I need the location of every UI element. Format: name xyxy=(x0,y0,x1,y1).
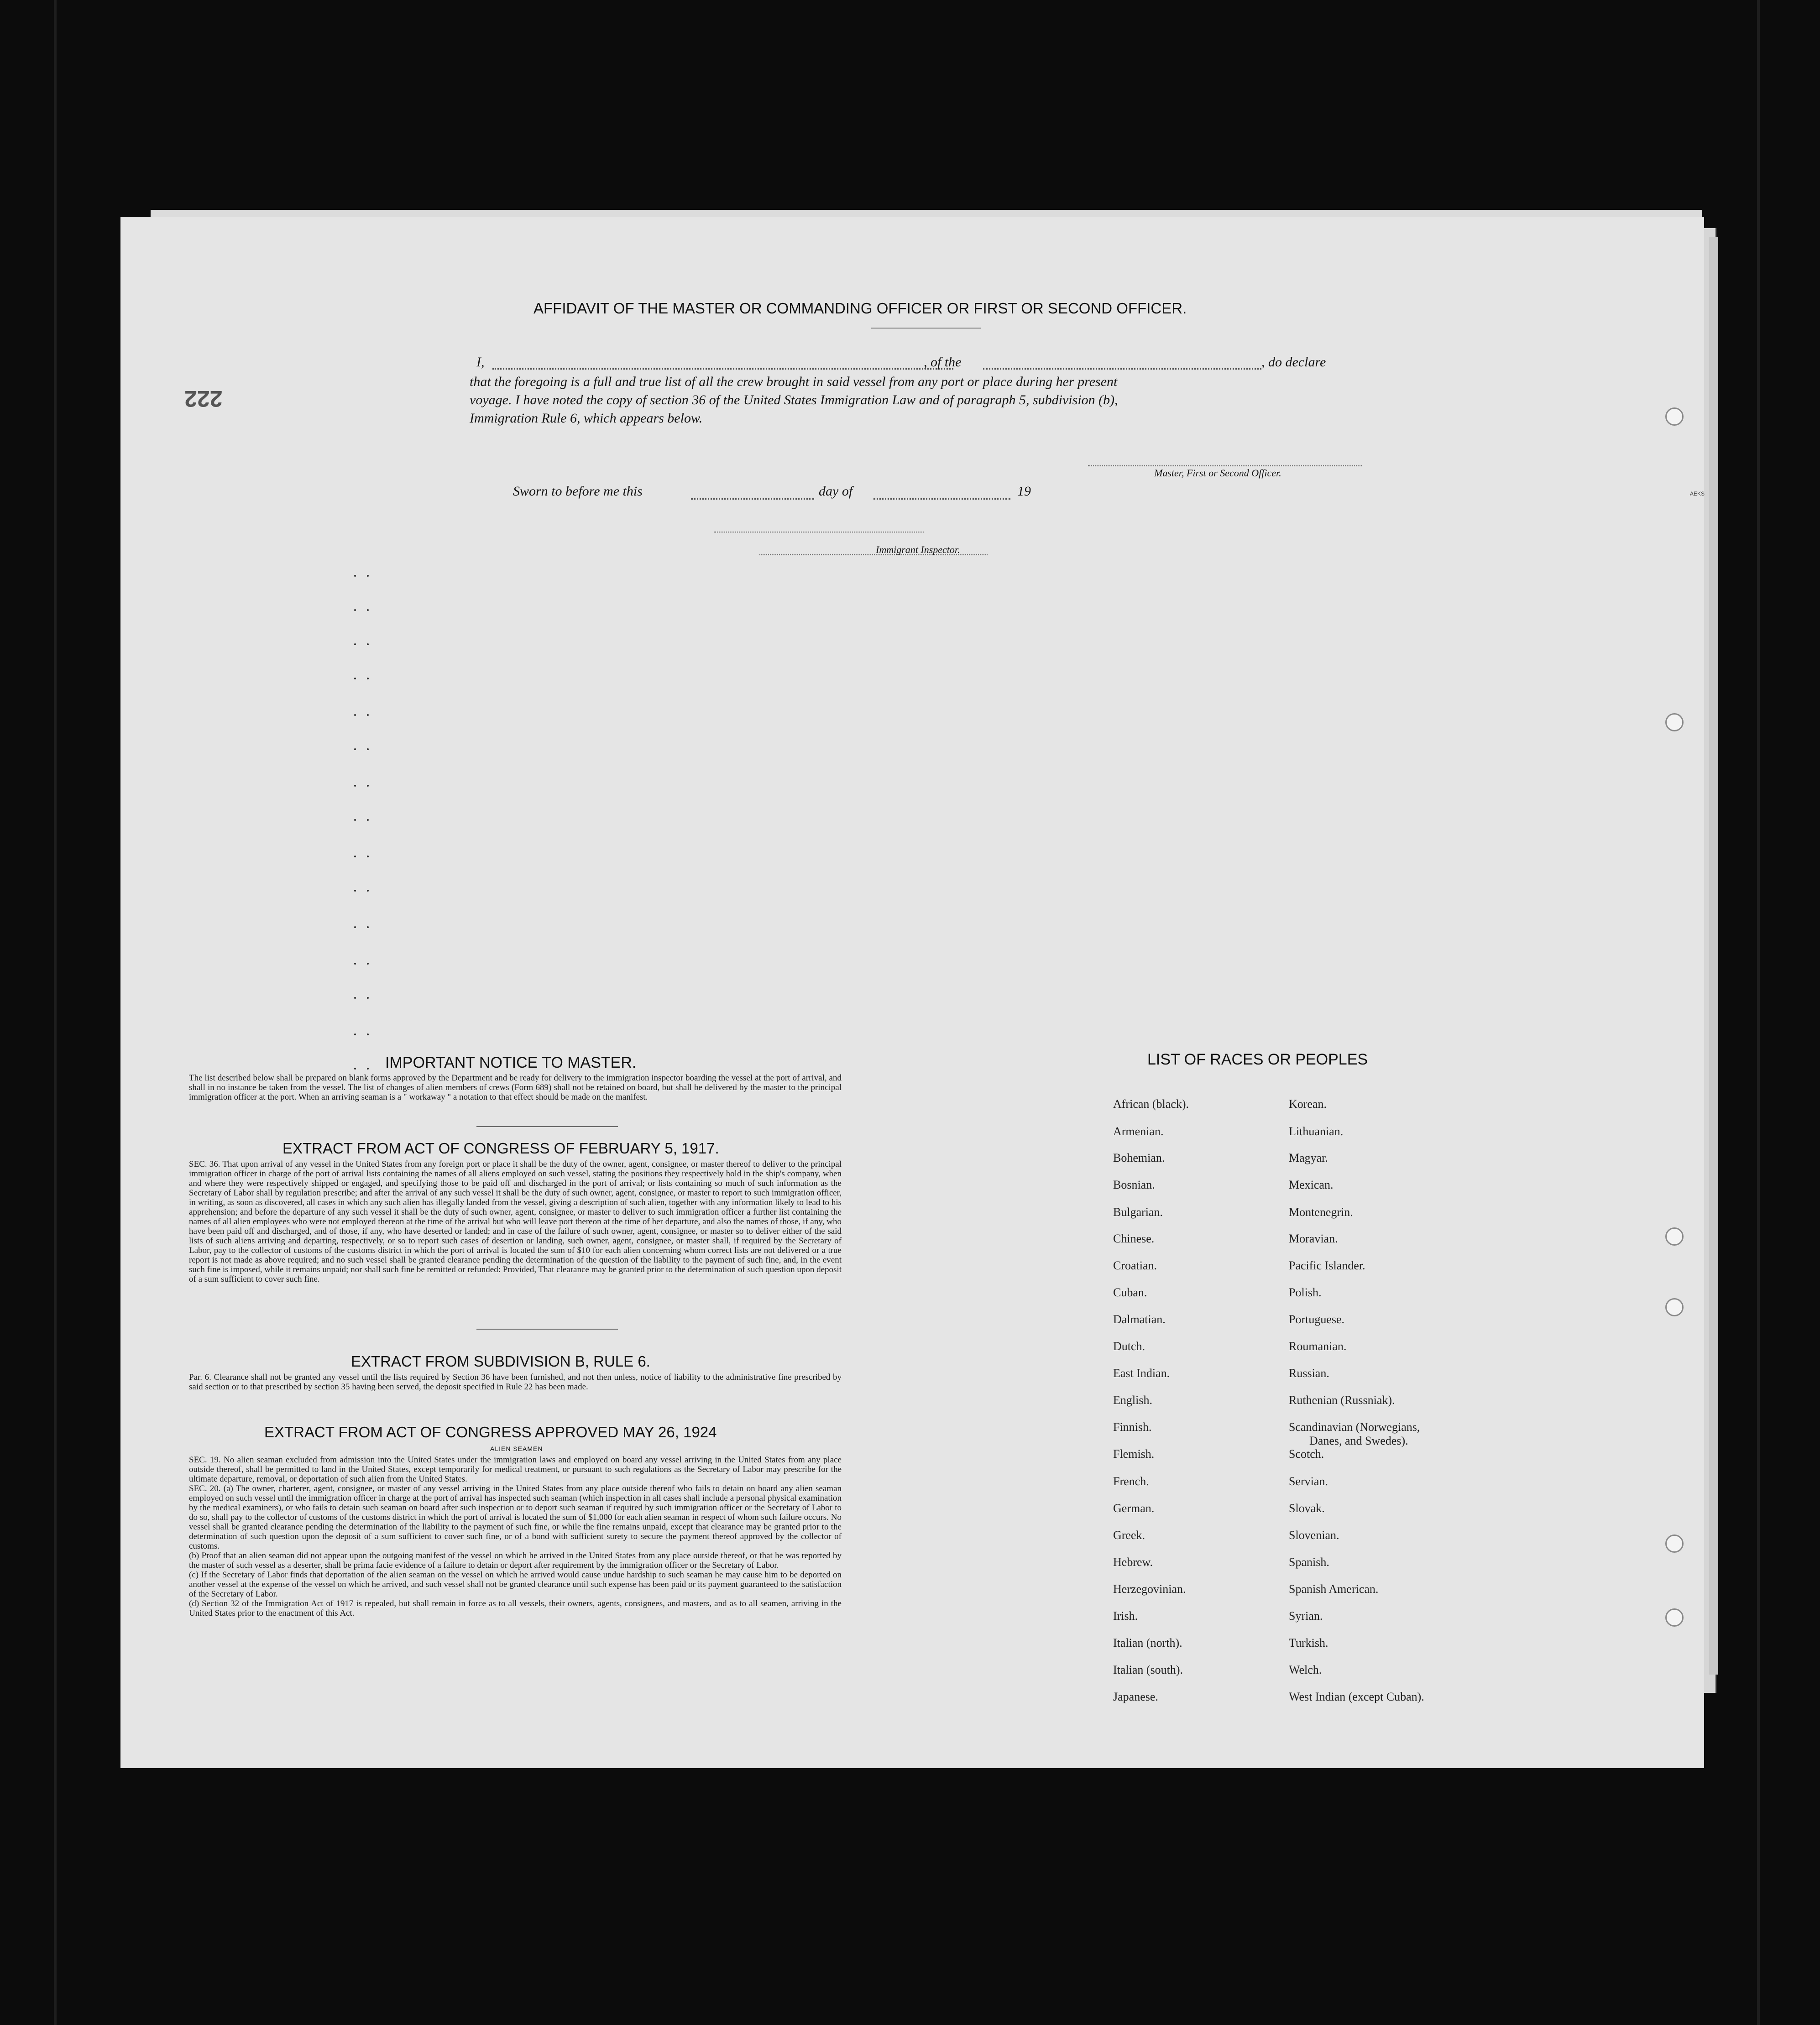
race-right-3: Magyar. xyxy=(1289,1151,1328,1164)
race-left-17: Greek. xyxy=(1113,1529,1145,1542)
race-left-23: Japanese. xyxy=(1113,1690,1158,1703)
race-right-1: Korean. xyxy=(1289,1097,1327,1111)
mark-dot xyxy=(354,890,356,892)
affidavit-line1-mid: , of the xyxy=(924,355,962,370)
extract-1924-body xyxy=(189,1455,842,1618)
name-blank xyxy=(492,368,953,370)
mark-dot xyxy=(354,609,356,611)
binding-hole xyxy=(1665,713,1684,731)
signature-caption: Master, First or Second Officer. xyxy=(1154,467,1281,479)
binding-hole xyxy=(1665,1608,1684,1627)
sworn-year: 19 xyxy=(1017,484,1031,499)
race-left-1: African (black). xyxy=(1113,1097,1189,1111)
race-right-10: Roumanian. xyxy=(1289,1340,1347,1353)
divider-2 xyxy=(476,1329,618,1330)
extract-rule6-title: EXTRACT FROM SUBDIVISION B, RULE 6. xyxy=(351,1353,650,1370)
race-left-8: Cuban. xyxy=(1113,1286,1147,1299)
extract-rule6-body: Par. 6. Clearance shall not be granted any vessel until the lists required by Section 36 have been furnished, and not then unless, notice of liability to the administrative fine prescribed by said section or to that prescribed by section 35 having been served, the deposit specified in Rule 22 has been made. xyxy=(189,1373,842,1392)
race-left-5: Bulgarian. xyxy=(1113,1206,1163,1219)
notice-body: The list described below shall be prepared on blank forms approved by the Department and be ready for delivery to the immigration inspector boarding the vessel at the port of arrival, and shall in no instance be taken from the vessel. The list of changes of alien members of crews (Form 689) shall not be retained on board, but shall be delivered by the master to the principal immigration officer at the port. When an arriving seaman is a " workaway " a notation to that effect should be made on the manifest. xyxy=(189,1073,842,1102)
signature-line xyxy=(1088,465,1362,466)
binding-hole xyxy=(1665,1227,1684,1246)
race-right-13: Scandinavian (Norwegians, xyxy=(1289,1420,1420,1434)
races-title: LIST OF RACES OR PEOPLES xyxy=(1147,1051,1368,1068)
race-left-15: French. xyxy=(1113,1475,1149,1488)
race-left-11: East Indian. xyxy=(1113,1367,1170,1380)
binding-hole xyxy=(1665,1298,1684,1316)
race-right-15: Servian. xyxy=(1289,1475,1328,1488)
race-right-13-cont: Danes, and Swedes). xyxy=(1309,1434,1408,1447)
affidavit-line3: voyage. I have noted the copy of section 36 of the United States Immigration Law and of paragraph 5, subdivision (b), xyxy=(470,392,1118,407)
mark-dot xyxy=(354,856,356,857)
mark-dot xyxy=(367,997,369,999)
extract-1924-title: EXTRACT FROM ACT OF CONGRESS APPROVED MAY 26, 1924 xyxy=(264,1424,717,1440)
race-right-21: Turkish. xyxy=(1289,1636,1328,1649)
affidavit-line4: Immigration Rule 6, which appears below. xyxy=(470,411,703,426)
race-right-8: Polish. xyxy=(1289,1286,1322,1299)
extract-1924-sec20a: SEC. 20. (a) The owner, charterer, agent, consignee, or master of any vessel arriving in the United States from any place outside thereof who fails to detain on board any alien seaman employed on such vessel until the immigration officer in charge at the port of arrival has inspected such seaman (which inspection in all cases shall include a personal physical examination by the medical examiners), or who fails to detain such seaman on board after such inspection or to deport such seaman if required by such immigration officer or the Secretary of Labor to do so, shall pay to the collector of customs of the customs district in which the port of arrival is located the sum of $1,000 for each alien seaman in respect of whom such failure occurs. No vessel shall be granted clearance pending the determination of the liability to the payment of such fine, or while the fine remains unpaid, except that clearance may be granted prior to the determination of such question upon the deposit of a sum sufficient to cover such fine, or of a bond with sufficient surety to secure the payment thereof approved by the collector of customs. xyxy=(189,1484,842,1551)
affidavit-title-rule xyxy=(871,328,981,329)
race-left-3: Bohemian. xyxy=(1113,1151,1165,1164)
notice-title: IMPORTANT NOTICE TO MASTER. xyxy=(385,1054,637,1071)
affidavit-line1-end: , do declare xyxy=(1261,355,1326,370)
race-left-6: Chinese. xyxy=(1113,1232,1155,1245)
mark-dot xyxy=(354,926,356,928)
mark-dot xyxy=(354,678,356,679)
mark-dot xyxy=(354,714,356,716)
extract-1917-body: SEC. 36. That upon arrival of any vessel in the United States from any foreign port or place it shall be the duty of the owner, agent, consignee, or master thereof to deliver to the principal immigration officer in charge of the port of arrival lists containing the names of all aliens employed on such vessel, stating the positions they respectively hold in the ship's company, when and where they were respectively shipped or engaged, and specifying those to be paid off and discharged in the port of arrival; or lists containing so much of such information as the Secretary of Labor shall by regulation prescribe; and after the arrival of any such vessel it shall be the duty of such owner, agent, consignee, or master to report to such immigration officer, in writing, as soon as discovered, all cases in which any such alien has illegally landed from the vessel, giving a description of such alien, together with any information likely to lead to his apprehension; and before the departure of any such vessel it shall be the duty of such owner, agent, consignee, or master to deliver to such immigration officer a further list containing the names of all alien employees who were not employed thereon at the time of the arrival but who will leave port thereon at the time of her departure, and also the names of those, if any, who have been paid off and discharged, and of those, if any, who have deserted or landed; and in case of the failure of such owner, agent, consignee, or master so to deliver either of the said lists of such aliens arriving and departing, respectively, or so to report such cases of desertion or landing, such owner, agent, consignee, or master shall, if required by the Secretary of Labor, pay to the collector of customs of the customs district in which the port of arrival is located the sum of $10 for each alien concerning whom correct lists are not delivered or a true report is not made as above required; and no such vessel shall be granted clearance pending the determination of the question of the liability to the payment of such fine, and, in the event such fine is imposed, while it remains unpaid; nor shall such fine be remitted or refunded: Provided, That clearance may be granted prior to the determination of such question upon deposit of a sum sufficient to cover such fine. xyxy=(189,1159,842,1284)
mark-dot xyxy=(367,643,369,645)
stamp-number: 222 xyxy=(184,386,223,412)
extract-1924-sec19: SEC. 19. No alien seaman excluded from admission into the United States under the immigration laws and employed on board any vessel arriving in the United States from any place outside thereof, shall be permitted to land in the United States, except temporarily for medical treatment, or pursuant to such regulations as the Secretary of Labor may prescribe for the ultimate departure, removal, or deportation of such alien from the United States. xyxy=(189,1455,842,1484)
race-right-16: Slovak. xyxy=(1289,1502,1325,1515)
mark-dot xyxy=(367,785,369,787)
race-right-4: Mexican. xyxy=(1289,1178,1334,1191)
race-right-6: Moravian. xyxy=(1289,1232,1338,1245)
race-left-14: Flemish. xyxy=(1113,1447,1155,1461)
race-right-7: Pacific Islander. xyxy=(1289,1259,1365,1272)
mark-dot xyxy=(367,819,369,821)
mark-dot xyxy=(354,819,356,821)
mark-dot xyxy=(367,1068,369,1070)
mark-dot xyxy=(367,748,369,750)
side-mark: AEKS xyxy=(1690,491,1705,497)
race-left-16: German. xyxy=(1113,1502,1155,1515)
race-right-17: Slovenian. xyxy=(1289,1529,1339,1542)
race-left-18: Hebrew. xyxy=(1113,1555,1153,1569)
race-left-20: Irish. xyxy=(1113,1609,1138,1623)
mark-dot xyxy=(367,926,369,928)
race-left-9: Dalmatian. xyxy=(1113,1313,1166,1326)
divider-1 xyxy=(476,1126,618,1127)
extract-1924-sec20d: (d) Section 32 of the Immigration Act of 1917 is repealed, but shall remain in force as to all vessels, their owners, agents, consignees, and masters, and as to all seamen, arriving in the United States prior to the enactment of this Act. xyxy=(189,1599,842,1618)
mark-dot xyxy=(367,678,369,679)
mark-dot xyxy=(354,1033,356,1035)
race-right-14: Scotch. xyxy=(1289,1447,1324,1461)
race-right-11: Russian. xyxy=(1289,1367,1329,1380)
film-edge-right xyxy=(1757,0,1760,2025)
sworn-day-of: day of xyxy=(819,484,853,499)
race-right-18: Spanish. xyxy=(1289,1555,1329,1569)
sworn-text: Sworn to before me this xyxy=(513,484,643,499)
mark-dot xyxy=(367,1033,369,1035)
race-right-22: Welch. xyxy=(1289,1663,1322,1676)
back-sheet-right-2 xyxy=(1709,237,1718,1675)
race-left-22: Italian (south). xyxy=(1113,1663,1183,1676)
document-page xyxy=(120,217,1704,1768)
extract-1924-sec20b: (b) Proof that an alien seaman did not appear upon the outgoing manifest of the vessel on which he arrived in the United States from any place outside thereof, or that he was reported by the master of such vessel as a deserter, shall be prima facie evidence of a failure to detain or deport after requirement by the immigration officer or the Secretary of Labor. xyxy=(189,1551,842,1570)
race-right-19: Spanish American. xyxy=(1289,1582,1379,1596)
race-right-23: West Indian (except Cuban). xyxy=(1289,1690,1424,1703)
race-left-12: English. xyxy=(1113,1393,1152,1407)
extract-1924-sec20c: (c) If the Secretary of Labor finds that deportation of the alien seaman on the vessel on which he arrived would cause undue hardship to such seaman he may cause him to be deported on another vessel at the expense of the vessel on which he arrived, and such vessel shall not be granted clearance until such expense has been paid or its payment guaranteed to the satisfaction of the Secretary of Labor. xyxy=(189,1570,842,1599)
sworn-month-blank xyxy=(873,498,1010,500)
binding-hole xyxy=(1665,407,1684,426)
mark-dot xyxy=(367,963,369,965)
mark-dot xyxy=(367,714,369,716)
race-right-9: Portuguese. xyxy=(1289,1313,1345,1326)
race-left-13: Finnish. xyxy=(1113,1420,1152,1434)
film-edge-left xyxy=(54,0,57,2025)
mark-dot xyxy=(354,963,356,965)
mark-dot xyxy=(367,856,369,857)
sworn-day-blank xyxy=(691,498,814,500)
vessel-blank xyxy=(983,368,1261,370)
extract-1924-subtitle: ALIEN SEAMEN xyxy=(490,1445,543,1452)
affidavit-line2: that the foregoing is a full and true list of all the crew brought in said vessel from any port or place during her present xyxy=(470,374,1118,389)
mark-dot xyxy=(367,890,369,892)
binding-hole xyxy=(1665,1534,1684,1553)
extract-1917-title: EXTRACT FROM ACT OF CONGRESS OF FEBRUARY 5, 1917. xyxy=(282,1140,719,1157)
race-left-7: Croatian. xyxy=(1113,1259,1157,1272)
mark-dot xyxy=(354,785,356,787)
race-left-19: Herzegovinian. xyxy=(1113,1582,1186,1596)
inspector-caption: Immigrant Inspector. xyxy=(876,544,960,555)
race-left-21: Italian (north). xyxy=(1113,1636,1182,1649)
mark-dot xyxy=(354,1068,356,1070)
race-left-10: Dutch. xyxy=(1113,1340,1145,1353)
mark-dot xyxy=(354,643,356,645)
race-left-2: Armenian. xyxy=(1113,1125,1164,1138)
race-right-12: Ruthenian (Russniak). xyxy=(1289,1393,1395,1407)
mark-dot xyxy=(367,575,369,577)
race-right-20: Syrian. xyxy=(1289,1609,1323,1623)
affidavit-title: AFFIDAVIT OF THE MASTER OR COMMANDING OFFICER OR FIRST OR SECOND OFFICER. xyxy=(533,300,1187,317)
mark-dot xyxy=(354,997,356,999)
race-right-5: Montenegrin. xyxy=(1289,1206,1353,1219)
mark-dot xyxy=(354,575,356,577)
mark-dot xyxy=(354,748,356,750)
race-left-4: Bosnian. xyxy=(1113,1178,1155,1191)
mark-dot xyxy=(367,609,369,611)
affidavit-line1-start: I, xyxy=(476,355,485,370)
race-right-2: Lithuanian. xyxy=(1289,1125,1344,1138)
